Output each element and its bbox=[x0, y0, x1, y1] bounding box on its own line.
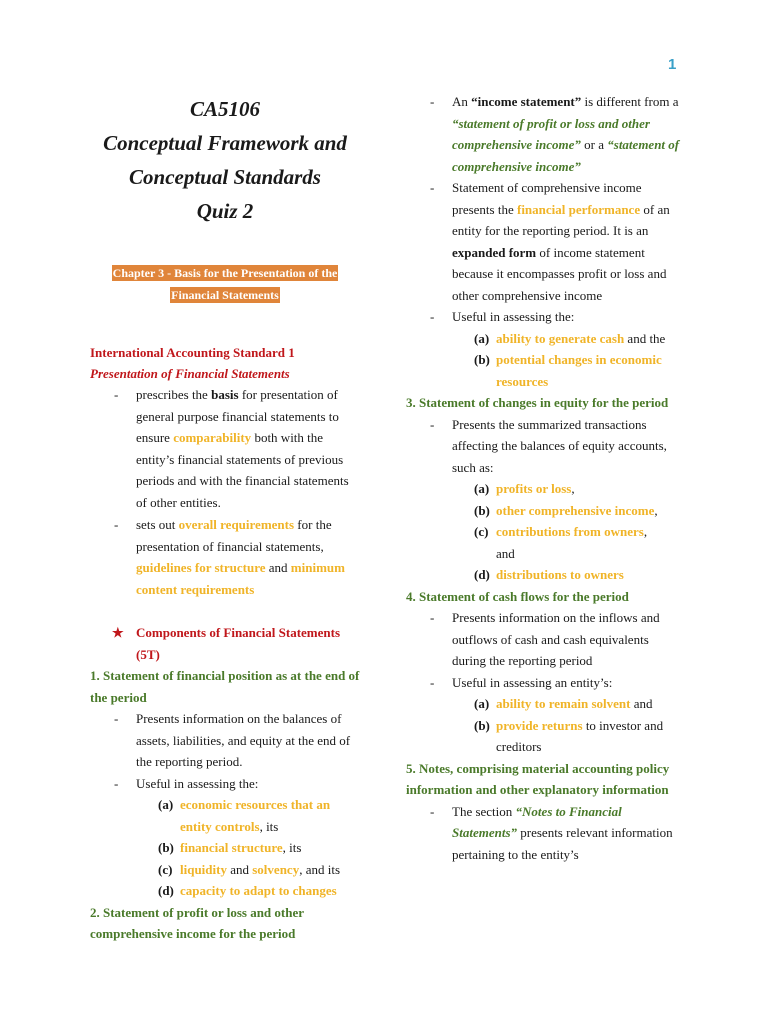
dash-bullet-icon: - bbox=[430, 803, 435, 819]
sub-item: (a) profits or loss, bbox=[474, 481, 575, 496]
chapter-line-1: Chapter 3 - Basis for the Presentation of the bbox=[112, 266, 338, 280]
list-item: - The section “Notes to Financial Statements” presents relevant information pertaining to the entity’s bbox=[406, 801, 682, 866]
ias-title: International Accounting Standard 1 bbox=[90, 345, 295, 360]
sub-item: (c) contributions from owners, bbox=[474, 524, 648, 539]
list-item: - Useful in assessing the: bbox=[90, 773, 360, 795]
sub-item-connector: and bbox=[496, 545, 515, 561]
dash-bullet-icon: - bbox=[430, 94, 435, 109]
list-item: - Statement of comprehensive income presents the financial performance of an entity for the reporting period. It is an expanded form of income statement because it encompasses profit or loss and other comprehensive income bbox=[406, 177, 682, 306]
dash-bullet-icon: - bbox=[430, 309, 435, 324]
sub-item: (c) liquidity and solvency, and its bbox=[158, 861, 341, 877]
list-item: - sets out overall requirements for the presentation of financial statements, guidelines for structure and minimum content requirements bbox=[90, 514, 360, 600]
ias-heading bbox=[90, 342, 360, 384]
ias-subtitle: Presentation of Financial Statements bbox=[90, 366, 290, 381]
list-item: - prescribes the basis for presentation of general purpose financial statements to ensure comparability both with the entity’s financial statements of previous periods and with the financial statements of other entities. bbox=[90, 384, 360, 513]
dash-bullet-icon: - bbox=[114, 517, 119, 532]
list-item: - Presents information on the inflows and outflows of cash and cash equivalents during the reporting period bbox=[406, 607, 682, 672]
list-item: - An “income statement” is different from a “statement of profit or loss and other comprehensive income” or a “statement of comprehensive income” bbox=[406, 91, 682, 177]
dash-bullet-icon: - bbox=[430, 610, 435, 625]
list-item: - Presents the summarized transactions affecting the balances of equity accounts, such as: bbox=[406, 414, 682, 479]
dash-bullet-icon: - bbox=[114, 387, 119, 402]
dash-bullet-icon: - bbox=[430, 180, 435, 195]
document-title bbox=[90, 92, 360, 228]
section-1-heading: 1. Statement of financial position as at the end of the period bbox=[90, 668, 360, 705]
list-item: - Useful in assessing the: bbox=[406, 306, 682, 328]
left-column bbox=[90, 90, 360, 945]
star-icon: ★ bbox=[112, 625, 124, 640]
components-heading: ★ Components of Financial Statements (5T) bbox=[90, 622, 360, 665]
section-3-heading: 3. Statement of changes in equity for the period bbox=[406, 395, 669, 410]
right-column bbox=[406, 91, 682, 865]
dash-bullet-icon: - bbox=[430, 674, 435, 690]
sub-item: (b) provide returns to investor and creditors bbox=[474, 717, 664, 754]
dash-bullet-icon: - bbox=[430, 416, 435, 432]
chapter-heading bbox=[90, 262, 360, 306]
page-number: 1 bbox=[668, 56, 677, 73]
section-5-heading: 5. Notes, comprising material accounting policy information and other explanatory information bbox=[406, 760, 670, 797]
sub-item: (b) financial structure, its bbox=[158, 840, 302, 855]
section-2-heading: 2. Statement of profit or loss and other comprehensive income for the period bbox=[90, 904, 304, 941]
sub-item: (a) ability to generate cash and the bbox=[474, 330, 666, 346]
dash-bullet-icon: - bbox=[114, 775, 119, 791]
sub-item: (a) ability to remain solvent and bbox=[474, 696, 653, 711]
title-line-2: Conceptual Framework and bbox=[103, 131, 347, 155]
sub-item: (d) capacity to adapt to changes bbox=[158, 883, 337, 898]
chapter-line-2: Financial Statements bbox=[171, 288, 279, 302]
sub-item: (d) distributions to owners bbox=[474, 567, 624, 582]
sub-item: (b) potential changes in economic resources bbox=[474, 352, 662, 389]
title-line-3: Conceptual Standards bbox=[129, 165, 321, 189]
dash-bullet-icon: - bbox=[114, 711, 119, 726]
sub-item: (a) economic resources that an entity controls, its bbox=[158, 797, 331, 834]
sub-item: (b) other comprehensive income, bbox=[474, 502, 658, 518]
list-item: - Useful in assessing an entity’s: bbox=[406, 672, 682, 694]
title-line-4: Quiz 2 bbox=[196, 199, 254, 223]
section-4-heading: 4. Statement of cash flows for the period bbox=[406, 588, 629, 604]
title-line-1: CA5106 bbox=[189, 97, 260, 121]
list-item: - Presents information on the balances of assets, liabilities, and equity at the end of the reporting period. bbox=[90, 708, 360, 773]
